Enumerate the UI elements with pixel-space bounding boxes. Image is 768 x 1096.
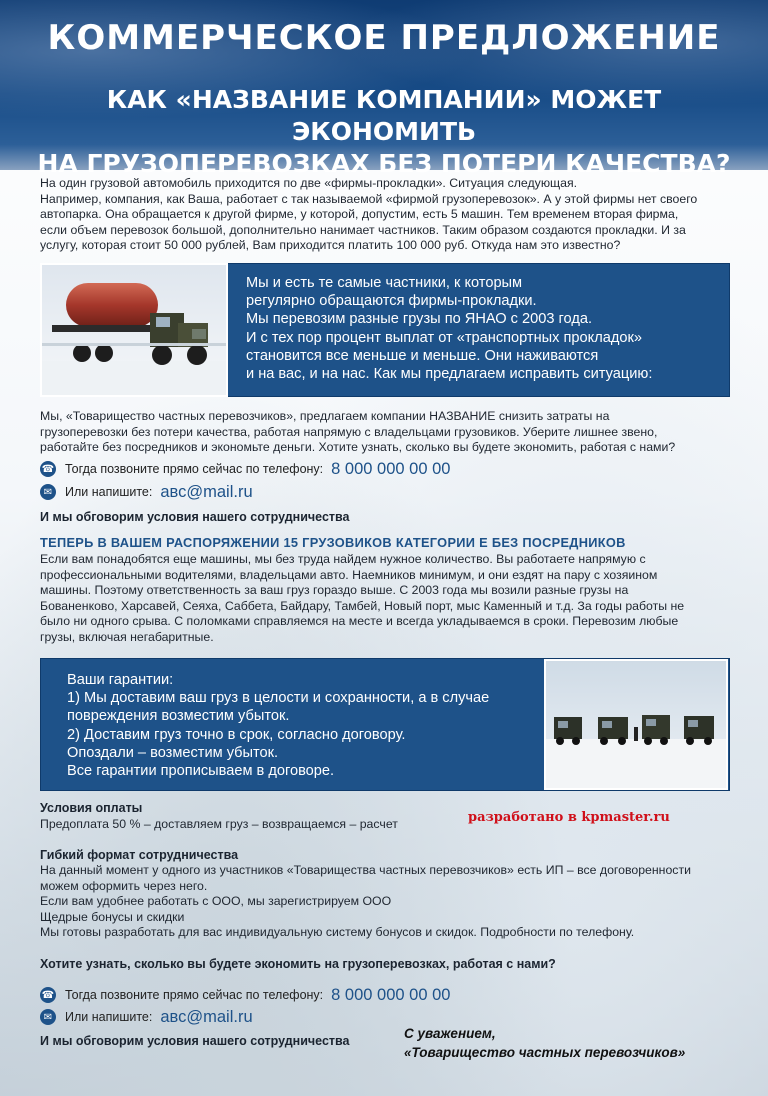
phone-label: Тогда позвоните прямо сейчас по телефону: [65,988,324,1002]
guarantee-line: 2) Доставим груз точно в срок, согласно договору. [67,726,406,743]
truck-photo [40,263,228,397]
phone-label: Тогда позвоните прямо сейчас по телефону: [65,462,324,476]
about-line: становится все меньше и меньше. Они наживаются [246,347,599,364]
about-text [246,274,652,383]
phone-row-bottom [40,985,450,1005]
intro-line: Например, компания, как Ваша, работает с так называемой «фирмой грузоперевозок». А у этой фирмы нет своего [40,191,698,206]
signature-line: «Товарищество частных перевозчиков» [404,1045,686,1060]
page-title: КОММЕРЧЕСКОЕ ПРЕДЛОЖЕНИЕ [47,18,721,58]
offer-line: грузоперевозки без потери качества, работая напрямую с владельцами грузовиков. Уберите лишнее звено, [40,424,658,439]
section-title: ТЕПЕРЬ В ВАШЕМ РАСПОРЯЖЕНИИ 15 ГРУЗОВИКОВ КАТЕГОРИИ Е БЕЗ ПОСРЕДНИКОВ [40,535,626,550]
phone-number-link[interactable]: 8 000 000 00 00 [331,985,451,1004]
guarantee-line: Опоздали – возместим убыток. [67,744,279,761]
guarantees-box [40,658,730,791]
convoy-photo [544,659,728,790]
guarantee-line: повреждения возместим убыток. [67,708,290,725]
flexible-line: Мы готовы разработать для вас индивидуальную систему бонусов и скидок. Подробности по телефону. [40,925,635,940]
guarantees-text [67,671,489,780]
offer-line: Мы, «Товарищество частных перевозчиков», предлагаем компании НАЗВАНИЕ снизить затраты на [40,409,610,423]
flexible-line: можем оформить через него. [40,878,208,893]
email-row [40,482,253,502]
truck-convoy-image [546,661,728,790]
section-line: Бованенково, Харсавей, Сеяха, Саббета, Байдару, Тамбей, Новый порт, мыс Каменный и т.д. За годы работы не [40,598,685,613]
section-line: Если вам понадобятся еще машины, мы без труда найдем нужное количество. Вы работаете напрямую с [40,552,646,566]
about-line: и на вас, и на нас. Как мы предлагаем исправить ситуацию: [246,366,653,383]
question-line: Хотите узнать, сколько вы будете экономить на грузоперевозках, работая с нами? [40,957,556,971]
payment-title: Условия оплаты [40,801,143,815]
info-box-about [40,263,730,397]
email-label: Или напишите: [65,1010,153,1024]
about-line: Мы перевозим разные грузы по ЯНАО с 2003 года. [246,311,593,328]
about-line: Мы и есть те самые частники, к которым [246,275,523,291]
mail-icon: ✉ [40,484,56,500]
flexible-line: Щедрые бонусы и скидки [40,909,185,924]
guarantee-line: Ваши гарантии: [67,672,174,688]
tanker-truck-image [42,265,228,397]
header-banner [0,0,768,178]
email-link[interactable]: авс@mail.ru [160,482,253,501]
section-paragraph [40,552,730,646]
intro-line: автопарка. Она обращается к другой фирме, у которой, допустим, есть 5 машин. Тем временем вторая фирма, [40,207,679,222]
phone-icon: ☎ [40,987,56,1003]
signature [404,1024,685,1062]
section-line: грузы, включая негабаритные. [40,629,214,644]
section-line: машины. Поэтому ответственность за ваш груз гораздо выше. С 2003 года мы возили разные грузы на [40,583,629,598]
offer-paragraph [40,409,730,456]
about-line: регулярно обращаются фирмы-прокладки. [246,293,537,310]
intro-line: если объем перевозок большой, дополнительно нанимает частников. Таким образом создаются прокладки. И за [40,222,686,237]
email-row-bottom [40,1007,253,1027]
section-line: было ни одного срыва. С поломками справляемся на месте и всегда укладываемся в сроки. Перевозим любые [40,614,679,629]
closing-line: И мы обговорим условия нашего сотрудничества [40,510,350,524]
payment-text: Предоплата 50 % – доставляем груз – возвращаемся – расчет [40,817,398,831]
subtitle-line: КАК «НАЗВАНИЕ КОМПАНИИ» МОЖЕТ ЭКОНОМИТЬ [106,85,662,146]
page-subtitle [20,84,748,180]
email-link[interactable]: авс@mail.ru [160,1007,253,1026]
email-label: Или напишите: [65,485,153,499]
guarantee-line: Все гарантии прописываем в договоре. [67,763,335,780]
intro-paragraph [40,176,730,254]
intro-line: На один грузовой автомобиль приходится по две «фирмы-прокладки». Ситуация следующая. [40,176,578,190]
intro-line: услугу, которая стоит 50 000 рублей, Вам приходится платить 100 000 руб. Откуда нам это известно? [40,238,621,253]
phone-row [40,459,450,479]
phone-number-link[interactable]: 8 000 000 00 00 [331,459,451,478]
signature-line: С уважением, [404,1026,496,1041]
about-line: И с тех пор процент выплат от «транспортных прокладок» [246,329,642,346]
flexible-line: Если вам удобнее работать с ООО, мы зарегистрируем ООО [40,894,392,909]
flexible-line: На данный момент у одного из участников «Товарищества частных перевозчиков» есть ИП – все договоренности [40,863,691,877]
subtitle-line: НА ГРУЗОПЕРЕВОЗКАХ БЕЗ ПОТЕРИ КАЧЕСТВА? [37,149,731,178]
phone-icon: ☎ [40,461,56,477]
mail-icon: ✉ [40,1009,56,1025]
flexible-paragraph [40,863,730,941]
section-line: профессиональными водителями, владельцами авто. Наемников минимум, и они ездят на пару с хозяином [40,567,658,582]
offer-line: работайте без посредников и экономьте деньги. Хотите узнать, сколько вы будете экономить, работая с нами? [40,440,676,455]
watermark-text: разработано в kpmaster.ru [468,810,670,825]
flexible-title: Гибкий формат сотрудничества [40,848,239,862]
guarantee-line: 1) Мы доставим ваш груз в целости и сохранности, а в случае [67,690,490,707]
closing-line-bottom: И мы обговорим условия нашего сотрудничества [40,1034,350,1048]
